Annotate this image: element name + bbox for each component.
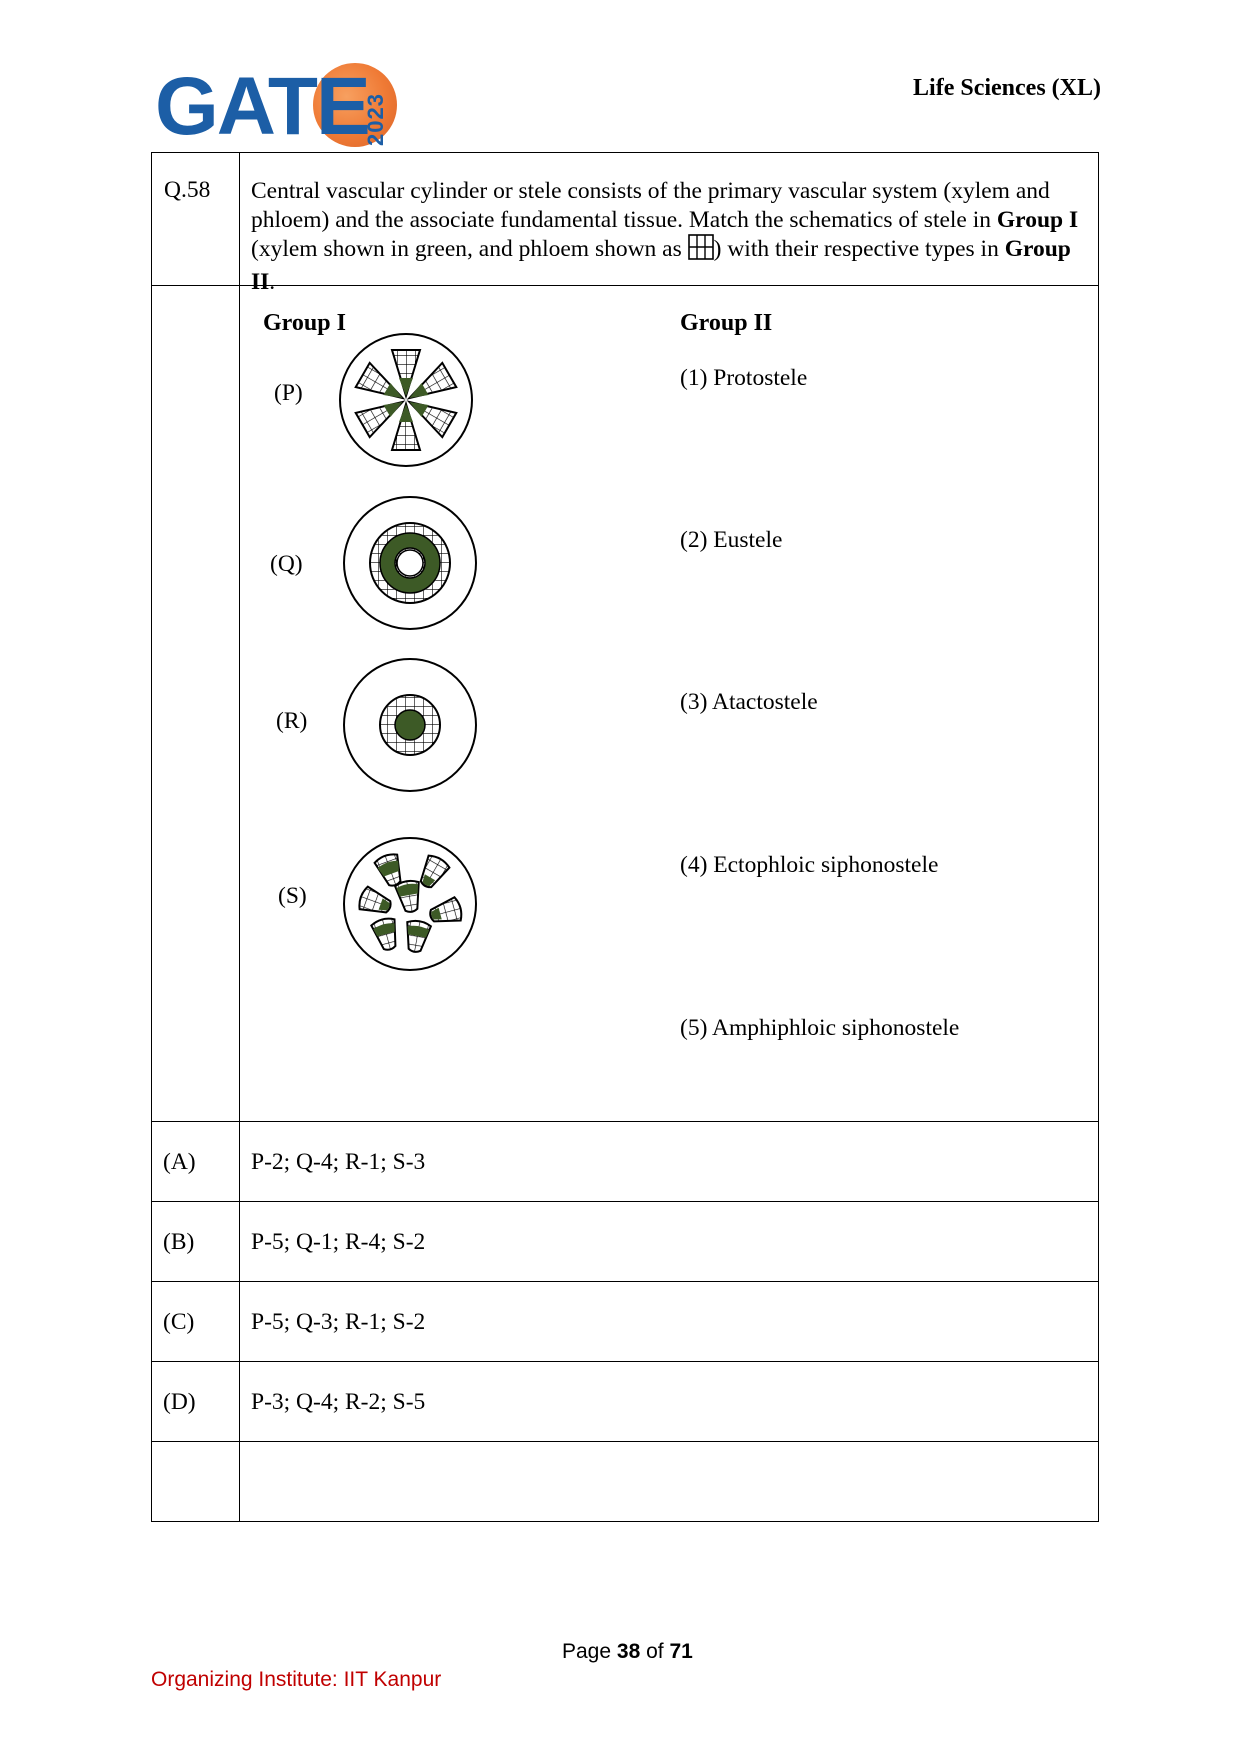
group2-item-4: (4) Ectophloic siphonostele	[680, 852, 939, 878]
organizer-text: Organizing Institute: IIT Kanpur	[151, 1668, 442, 1691]
option-b-label-cell	[152, 1202, 240, 1282]
stele-figure-p	[337, 328, 475, 472]
option-c-label: (C)	[163, 1309, 195, 1335]
stem-text-2: (xylem shown in green, and phloem shown as	[251, 236, 688, 262]
group1-label-p: (P)	[274, 380, 303, 406]
blank-left-cell	[152, 1442, 240, 1522]
logo-text: GATE	[155, 61, 369, 152]
group1-label-r: (R)	[276, 708, 308, 734]
stem-text-1: Central vascular cylinder or stele consists of the primary vascular system (xylem and phloem) and the associate fundamental tissue. Match the schematics of stele in	[251, 178, 1050, 233]
option-a-text: P-2; Q-4; R-1; S-3	[251, 1149, 426, 1175]
stele-figure-q	[342, 490, 478, 636]
group2-heading: Group II	[680, 310, 773, 336]
empty-left-cell	[152, 286, 240, 1122]
group2-item-2: (2) Eustele	[680, 527, 783, 553]
group1-label-s: (S)	[278, 883, 307, 909]
page-total: 71	[669, 1640, 693, 1663]
option-b-cell[interactable]	[240, 1202, 1099, 1282]
group1-label-q: (Q)	[270, 551, 303, 577]
logo-year: 2023	[363, 93, 388, 146]
question-stem-cell	[240, 153, 1099, 295]
stele-figure-s	[342, 832, 478, 976]
gate-logo	[155, 58, 405, 158]
page-prefix: Page	[562, 1640, 617, 1663]
question-table	[151, 152, 1099, 1522]
page-current: 38	[616, 1640, 641, 1663]
stem-bold-group2: Group II	[251, 236, 1071, 295]
blank-right-cell	[240, 1442, 1099, 1522]
option-d-text: P-3; Q-4; R-2; S-5	[251, 1389, 426, 1415]
group2-item-5: (5) Amphiphloic siphonostele	[680, 1015, 960, 1041]
option-a-label-cell	[152, 1122, 240, 1202]
stem-bold-group1: Group I	[996, 206, 1079, 233]
option-a-cell[interactable]	[240, 1122, 1099, 1202]
group1-heading: Group I	[263, 310, 346, 336]
page-mid: of	[640, 1640, 670, 1663]
question-number: Q.58	[164, 177, 211, 203]
stem-text-3: ) with their respective types in	[713, 236, 1005, 262]
page-number	[562, 1640, 693, 1664]
option-d-label-cell	[152, 1362, 240, 1442]
subject-title: Life Sciences (XL)	[913, 75, 1101, 101]
option-c-text: P-5; Q-3; R-1; S-2	[251, 1309, 426, 1335]
stem-text-4: .	[269, 268, 276, 295]
match-cell	[240, 286, 1099, 1122]
group2-item-3: (3) Atactostele	[680, 689, 818, 715]
option-b-text: P-5; Q-1; R-4; S-2	[251, 1229, 426, 1255]
option-c-cell[interactable]	[240, 1282, 1099, 1362]
option-d-cell[interactable]	[240, 1362, 1099, 1442]
option-c-label-cell	[152, 1282, 240, 1362]
stele-figure-r	[342, 652, 478, 798]
option-d-label: (D)	[163, 1389, 196, 1415]
option-a-label: (A)	[163, 1149, 196, 1175]
option-b-label: (B)	[163, 1229, 195, 1255]
group2-item-1: (1) Protostele	[680, 365, 808, 391]
question-number-cell	[152, 153, 240, 286]
phloem-grid-icon	[688, 234, 714, 268]
question-stem	[240, 153, 1098, 295]
